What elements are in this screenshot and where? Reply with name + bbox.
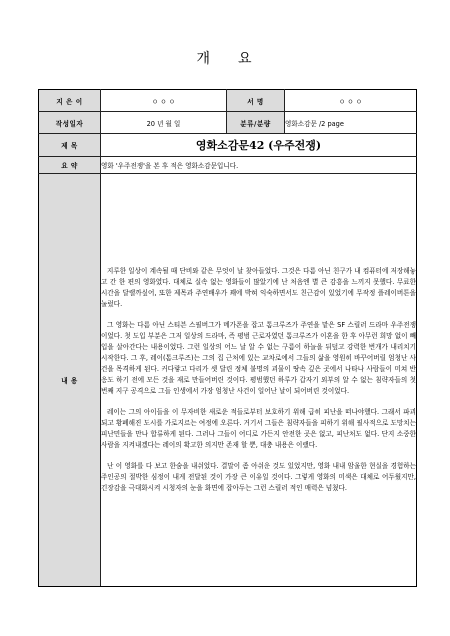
author-value: ㅇ ㅇ ㅇ xyxy=(101,90,227,112)
content-row xyxy=(39,174,417,587)
content-paragraph: 난 이 영화를 다 보고 한숨을 내쉬었다. 결말이 좀 아쉬운 것도 있었지만, 영화 내내 암울한 현실을 경험하는 주인공의 절박한 심정이 내게 전달된 것이 가장 큰 이유일 것이다. 그렇게 영화의 미색은 대체로 어두웠지만, 긴장감을 극대화시켜 시청자의 눈을 화면에 잡아두는 그런 스릴러 적인 매력은 넘쳤다. xyxy=(101,462,416,492)
subject-label: 제 목 xyxy=(39,134,101,157)
page-title-char-2: 요 xyxy=(238,51,254,67)
summary-label: 요 약 xyxy=(39,157,101,174)
date-value: 20 년 월 일 xyxy=(101,112,227,134)
content-body xyxy=(101,174,417,587)
page-title xyxy=(0,48,450,68)
summary-row xyxy=(39,157,417,174)
content-paragraph: 레이는 그의 아이들을 이 무자비한 새로운 적들로부터 보호하기 위해 급히 피난을 떠나야했다. 그래서 파괴되고 황폐해진 도시를 가로지르는 여정에 오른다. 거기서 그들은 침략자들을 피하기 위해 필사적으로 도망치는 피난민들을 만나 합류하게 된다. 그러나 그들이 어디로 가든지 안전한 곳은 없고, 피난처도 없다. 단지 소중한 사람을 지켜내겠다는 레이의 확고한 의지만 존재 할 뿐, 대충 내용은 이랬다. xyxy=(101,408,416,449)
signature-label: 서 명 xyxy=(227,90,285,112)
category-value: 영화소감문 /2 page xyxy=(285,112,417,134)
date-label: 작성일자 xyxy=(39,112,101,134)
signature-value: ㅇ ㅇ ㅇ xyxy=(285,90,417,112)
author-label: 지 은 이 xyxy=(39,90,101,112)
content-paragraph: 지루한 일상이 계속될 때 단비와 같은 무엇이 날 찾아들었다. 그것은 다름 아닌 친구가 내 컴퓨터에 저장해놓고 간 한 편의 영화였다. 대체로 실속 없는 영화들이 많았기에 난 처음엔 별 큰 감흥을 느끼지 못했다. 무료한 시간을 달랠까싶어, 또한 제목과 주연배우가 꽤에 박혀 익숙하면서도 친근감이 있었기에 무작정 플레이버튼을 눌렀다. xyxy=(101,267,416,308)
page-title-char-1: 개 xyxy=(196,51,212,67)
content-label: 내 용 xyxy=(39,174,101,587)
subject-row xyxy=(39,134,417,157)
date-row xyxy=(39,112,417,134)
content-paragraph: 그 영화는 다름 아닌 스티븐 스필버그가 메가폰을 잡고 톰크루즈가 주연을 맡은 SF 스릴러 드라마 우주전쟁이었다. 첫 도입 부분은 그저 일상의 드라마, 즉 평범 근로자였던 톰크루즈가 이혼을 한 후 아무런 희망 없이 빼입을 살아간다는 내용이었다. 그런 일상의 어느 날 알 수 없는 구름이 하늘을 뒤덮고 강력한 번개가 내리치기 시작한다. 그 후, 레이(톰크루즈)는 그의 집 근처에 있는 교차로에서 그들의 삶을 영원히 바꾸어버릴 엄청난 사건을 목격하게 된다. 커다랗고 다리가 셋 달린 정체 불명의 괴물이 땅속 깊은 곳에서 나타나 사람들이 미쳐 반응도 하기 전에 모든 것을 재로 만들어버린 것이다. 평범했던 하루가 갑자기 외부의 알 수 없는 침략자들의 첫 번째 지구 공격으로 그들 인생에서 가장 엄청난 사건이 일어난 날이 되어버린 것이었다. xyxy=(101,321,416,395)
report-form-table xyxy=(38,89,417,587)
category-label: 분류/분량 xyxy=(227,112,285,134)
subject-value: 영화소감문42 (우주전쟁) xyxy=(101,134,417,157)
author-row xyxy=(39,90,417,112)
summary-value: 영화 '우주전쟁'을 본 후 적은 영화소감문입니다. xyxy=(101,157,417,174)
